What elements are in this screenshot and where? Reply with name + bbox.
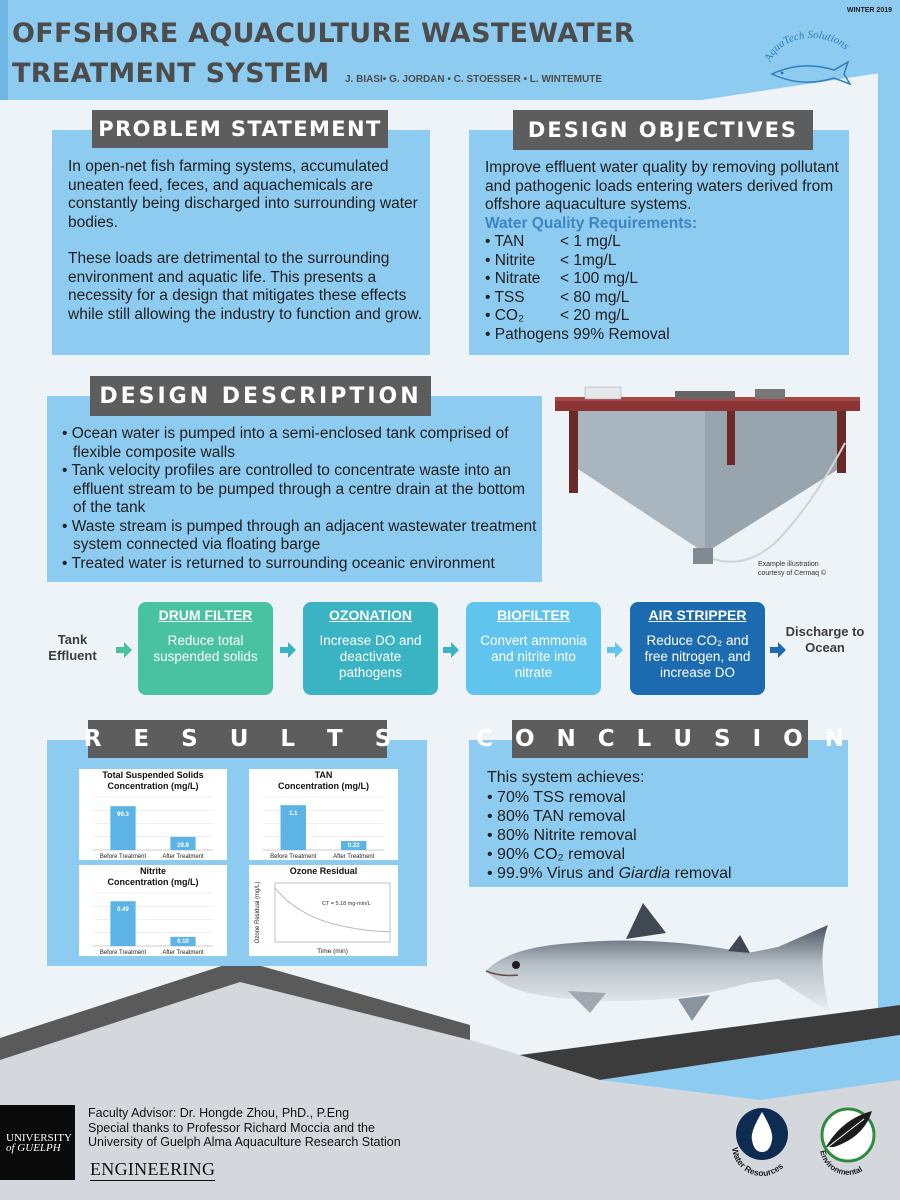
requirement-value: < 80 mg/L xyxy=(560,288,630,306)
chart-data-label: 1.1 xyxy=(289,811,298,818)
tank-illustration xyxy=(555,383,860,575)
university-line1: UNIVERSITY xyxy=(6,1132,72,1144)
svg-text:AquaTech Solutions xyxy=(762,30,852,64)
chart-title: Ozone Residual xyxy=(289,866,358,876)
thanks-line1: Special thanks to Professor Richard Moccia and the xyxy=(88,1120,375,1135)
chart-data-label: 29.8 xyxy=(177,842,189,849)
tan-chart xyxy=(249,769,398,860)
conclusion-item-prefix: 99.9% Virus and xyxy=(497,865,619,882)
poster-title-line1: OFFSHORE AQUACULTURE WASTEWATER xyxy=(12,18,635,49)
chart-y-label: Ozone Residual (mg/L) xyxy=(255,881,261,944)
process-step-desc: Reduce CO₂ and free nitrogen, and increase DO xyxy=(644,633,751,680)
conclusion-item-italic: Giardia xyxy=(618,865,671,882)
process-step-air-stripper xyxy=(630,602,765,695)
requirement-name: • Nitrate xyxy=(485,270,541,287)
water-logo-text: Water Resources xyxy=(729,1146,786,1178)
description-item: • Waste stream is pumped through an adjacent wastewater treatment system connected via floating barge xyxy=(62,518,537,555)
process-step-title: AIR STRIPPER xyxy=(648,607,747,623)
problem-statement-heading: PROBLEM STATEMENT xyxy=(92,110,388,148)
water-resources-logo xyxy=(722,1098,802,1178)
chart-annotation: CT = 5.18 mg-min/L xyxy=(321,901,371,907)
problem-paragraph-1: In open-net fish farming systems, accumulated uneaten feed, feces, and aquachemicals are constantly being discharged into surrounding water bodies. xyxy=(68,158,418,231)
process-step-ozonation xyxy=(303,602,438,695)
chart-x-label: Time (min) xyxy=(317,948,348,955)
pathogens-requirement: • Pathogens 99% Removal xyxy=(485,325,670,343)
requirements-list xyxy=(485,233,845,326)
chart-category-label: After Treatment xyxy=(333,854,375,860)
process-step-desc: Increase DO and deactivate pathogens xyxy=(319,633,422,680)
arrow-right-icon xyxy=(116,642,132,658)
chart-data-label: 0.49 xyxy=(117,907,129,914)
chart-plot-area xyxy=(275,883,390,942)
arrow-right-icon xyxy=(607,642,623,658)
conclusion-text xyxy=(487,768,847,883)
ozone-chart xyxy=(249,865,398,956)
chart-title: Total Suspended Solids Concentration (mg/L) xyxy=(102,770,204,791)
conclusion-item: • 70% TSS removal xyxy=(487,788,847,807)
requirement-name: • CO₂ xyxy=(485,307,524,324)
right-frame-strip xyxy=(878,22,900,1102)
arrow-right-icon xyxy=(443,642,459,658)
problem-statement-text xyxy=(68,158,423,342)
conclusion-item: • 80% TAN removal xyxy=(487,807,847,826)
conclusion-heading: C O N C L U S I O N xyxy=(512,720,808,758)
chart-category-label: After Treatment xyxy=(162,950,204,956)
nitrite-bar-chart xyxy=(79,865,227,956)
design-description-list xyxy=(62,425,537,573)
arrow-right-icon xyxy=(770,642,786,658)
design-objectives-text xyxy=(485,159,845,344)
aquatech-logo xyxy=(762,30,862,90)
conclusion-list xyxy=(487,788,847,883)
requirement-row xyxy=(485,233,845,252)
design-description-heading: DESIGN DESCRIPTION xyxy=(90,376,431,416)
poster-authors: J. BIASI• G. JORDAN • C. STOESSER • L. WINTEMUTE xyxy=(345,74,603,85)
description-item: • Tank velocity profiles are controlled to concentrate waste into an effluent stream to be pumped through a centre drain at the bottom of the tank xyxy=(62,462,537,518)
chart-data-label: 0.22 xyxy=(347,843,360,849)
process-start-label: Tank Effluent xyxy=(48,632,97,663)
chart-category-label: Before Treatment xyxy=(270,854,317,860)
arrow-right-icon xyxy=(280,642,296,658)
university-of-guelph-logo xyxy=(0,1105,75,1180)
process-step-title: DRUM FILTER xyxy=(158,607,253,623)
conclusion-item: • 90% CO₂ removal xyxy=(487,845,847,864)
requirement-value: < 1 mg/L xyxy=(560,233,621,250)
header-left-strip xyxy=(0,0,8,100)
chart-data-label: 0.10 xyxy=(177,939,189,945)
process-step-title: BIOFILTER xyxy=(497,607,570,623)
university-logo-text xyxy=(6,1133,72,1153)
requirement-value: < 20 mg/L xyxy=(560,307,630,324)
chart-category-label: After Treatment xyxy=(162,854,204,860)
requirement-name: • TAN xyxy=(485,233,525,250)
environmental-logo xyxy=(812,1103,884,1175)
salmon-image xyxy=(478,895,836,1030)
process-step-desc: Convert ammonia and nitrite into nitrate xyxy=(480,633,587,680)
water-quality-heading: Water Quality Requirements: xyxy=(485,214,698,232)
conclusion-item xyxy=(487,864,847,883)
chart-title: Nitrite Concentration (mg/L) xyxy=(107,866,199,887)
image-credit xyxy=(758,560,826,578)
poster-title-line2: TREATMENT SYSTEM xyxy=(12,58,330,89)
requirement-row xyxy=(485,289,845,308)
chart-category-label: Before Treatment xyxy=(99,950,147,956)
conclusion-item-suffix: removal xyxy=(670,865,732,882)
chart-category-label: Before Treatment xyxy=(99,854,147,860)
requirement-name: • TSS xyxy=(485,288,525,306)
process-step-title: OZONATION xyxy=(329,607,412,623)
process-step-desc: Reduce total suspended solids xyxy=(153,633,258,664)
requirement-value: < 100 mg/L xyxy=(560,270,638,287)
chart-data-label: 99.3 xyxy=(117,812,129,819)
process-step-drum-filter xyxy=(138,602,273,695)
tan-bar-chart xyxy=(249,769,398,860)
aquatech-logo-text: AquaTech Solutions xyxy=(762,30,852,64)
conclusion-intro: This system achieves: xyxy=(487,769,645,786)
process-step-biofilter xyxy=(466,602,601,695)
design-objectives-heading: DESIGN OBJECTIVES xyxy=(513,110,813,150)
description-item: • Ocean water is pumped into a semi-enclosed tank comprised of flexible composite walls xyxy=(62,425,537,462)
fish-logo-icon xyxy=(772,62,850,84)
requirement-name: • Nitrite xyxy=(485,251,536,269)
requirement-row xyxy=(485,307,845,326)
chart-series-line xyxy=(275,888,390,931)
engineering-label: ENGINEERING xyxy=(90,1159,216,1179)
thanks-line2: University of Guelph Alma Aquaculture Research Station xyxy=(88,1135,401,1149)
requirement-value: < 1mg/L xyxy=(560,251,617,269)
ozone-line-chart xyxy=(249,865,398,956)
conclusion-item: • 80% Nitrite removal xyxy=(487,826,847,845)
tss-bar-chart xyxy=(79,769,227,860)
requirement-row xyxy=(485,252,845,271)
nitrite-chart xyxy=(79,865,227,956)
description-item: • Treated water is returned to surrounding oceanic environment xyxy=(62,555,537,574)
objectives-intro: Improve effluent water quality by removing pollutant and pathogenic loads entering waters derived from offshore aquaculture systems. xyxy=(485,159,839,213)
acknowledgements xyxy=(88,1106,488,1150)
environmental-logo-text: Environmental xyxy=(818,1149,864,1175)
process-end-label: Discharge to Ocean xyxy=(785,624,865,655)
engineering-underline xyxy=(90,1180,215,1181)
chart-title: TAN Concentration (mg/L) xyxy=(278,770,369,791)
requirement-row xyxy=(485,270,845,289)
results-heading: R E S U L T S xyxy=(88,720,387,758)
image-credit-line1: Example illustration xyxy=(758,561,819,568)
problem-paragraph-2: These loads are detrimental to the surrounding environment and aquatic life. This presents a necessity for a design that mitigates these effects while still allowing the industry to function and grow. xyxy=(68,250,423,323)
faculty-advisor: Faculty Advisor: Dr. Hongde Zhou, PhD., P.Eng xyxy=(88,1106,350,1120)
image-credit-line2: courtesy of Cermaq © xyxy=(758,570,827,577)
season-label: WINTER 2019 xyxy=(846,7,892,14)
tss-chart xyxy=(79,769,227,860)
university-line2: of GUELPH xyxy=(6,1142,61,1154)
